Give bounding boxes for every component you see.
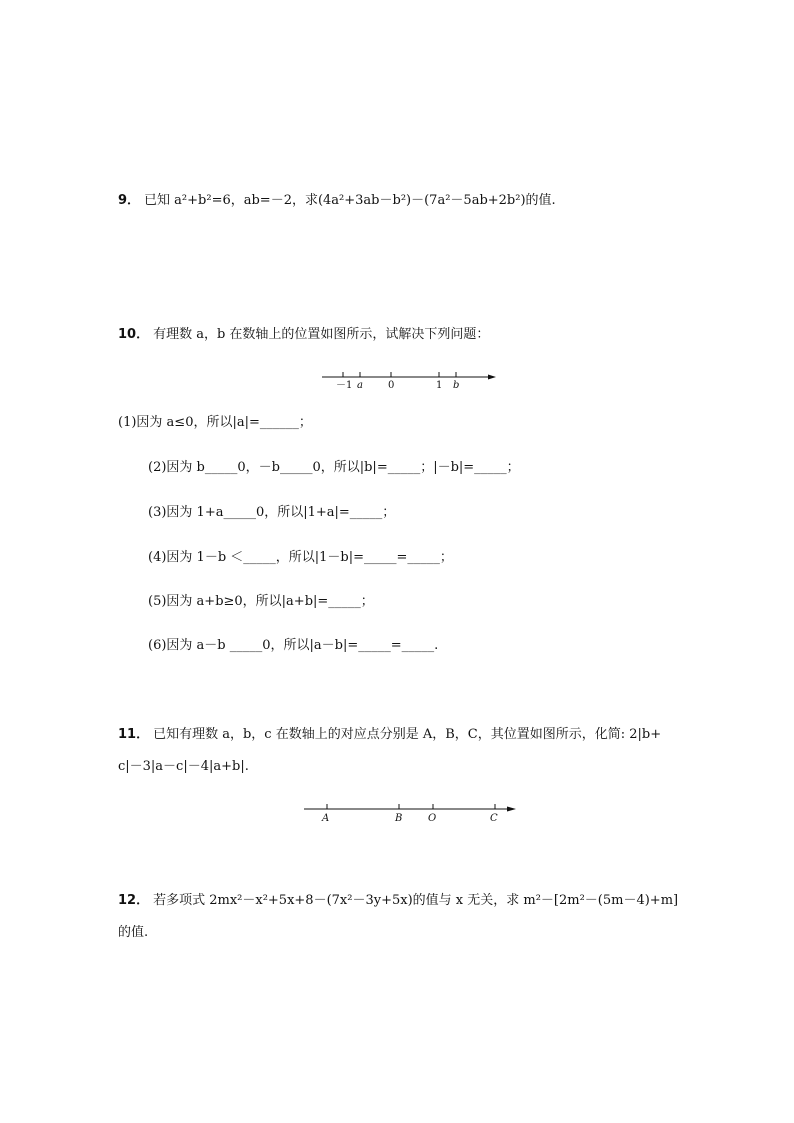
label-b: b (453, 380, 460, 390)
label-O: O (428, 813, 437, 824)
problem-10-sub-5: (5)因为 a+b≥0，所以|a+b|=_____； (148, 594, 374, 609)
number-line-a-b (318, 366, 502, 390)
label-zero: 0 (388, 380, 395, 390)
label-B: B (395, 813, 403, 824)
problem-12-line-2: 的值. (118, 925, 149, 940)
label-A: A (322, 813, 330, 824)
problem-10-sub-2: (2)因为 b_____0，－b_____0，所以|b|=_____；|－b|=_____； (148, 460, 520, 475)
number-line-abc (300, 798, 522, 824)
problem-12-text-1: 若多项式 2mx²－x²+5x+8－(7x²－3y+5x)的值与 x 无关，求 m²－[2m²－(5m－4)+m] (153, 893, 679, 908)
label-a: a (357, 380, 363, 390)
number-line-arrow (507, 807, 516, 812)
label-C: C (490, 813, 498, 824)
problem-10-number: 10． (118, 327, 150, 342)
problem-12-line-1 (118, 893, 678, 909)
problem-11-number: 11． (118, 727, 150, 742)
problem-9-number: 9． (118, 193, 141, 208)
problem-12-number: 12． (118, 893, 150, 908)
problem-11-line-1 (118, 727, 661, 743)
problem-10-text: 有理数 a，b 在数轴上的位置如图所示，试解决下列问题： (153, 327, 490, 342)
problem-10-sub-3: (3)因为 1+a_____0，所以|1+a|=_____； (148, 505, 396, 520)
problem-10-sub-4: (4)因为 1－b ＜_____，所以|1－b|=_____=_____； (148, 550, 453, 565)
problem-9 (118, 193, 556, 209)
problem-10-sub-1: (1)因为 a≤0，所以|a|=______； (118, 415, 312, 430)
problem-10 (118, 327, 489, 343)
problem-9-text: 已知 a²+b²=6，ab=－2，求(4a²+3ab－b²)－(7a²－5ab+2b²)的值. (144, 193, 556, 208)
problem-11-text-1: 已知有理数 a，b，c 在数轴上的对应点分别是 A，B，C，其位置如图所示，化简: 2|b+ (153, 727, 662, 742)
problem-11-line-2: c|－3|a－c|－4|a+b|. (118, 759, 249, 774)
label-one: 1 (436, 380, 443, 390)
problem-10-sub-6: (6)因为 a－b _____0，所以|a－b|=_____=_____. (148, 638, 439, 653)
number-line-arrow (488, 375, 496, 380)
label-minus-one: －1 (336, 380, 353, 390)
